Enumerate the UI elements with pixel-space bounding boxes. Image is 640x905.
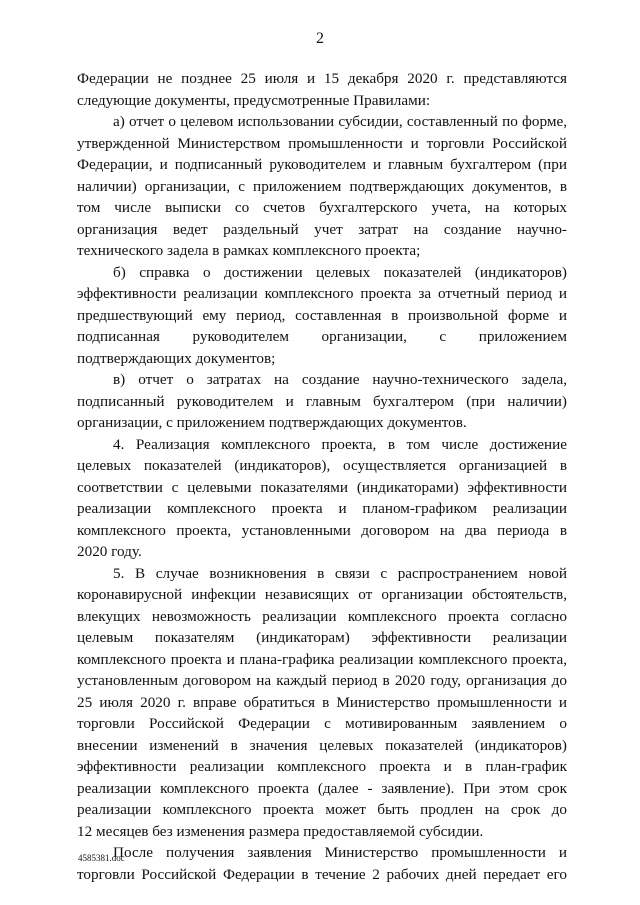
text-line: влекущих невозможность реализации комплексного проекта согласно xyxy=(77,607,567,625)
text-line: подтверждающих документов; xyxy=(77,349,276,367)
text-line: подписанная руководителем организации, с приложением xyxy=(77,328,567,345)
text-line: реализации комплексного проекта и планом-графиком реализации xyxy=(77,500,567,517)
text-line: целевых показателей (индикаторов), осуществляется организацией в xyxy=(77,457,567,474)
text-line: утвержденной Министерством промышленности и торговли Российской xyxy=(77,134,567,152)
text-line: следующие документы, предусмотренные Правилами: xyxy=(77,91,431,109)
text-line: комплексного проекта и плана-графика реализации комплексного проекта, xyxy=(77,650,567,668)
text-line: наличии) организации, с приложением подтверждающих документов, в xyxy=(77,177,567,195)
text-line: внесении изменений в значения целевых показателей (индикаторов) xyxy=(77,736,567,754)
text-line: После получения заявления Министерство промышленности и xyxy=(113,844,567,861)
text-line: Федерации, и подписанный руководителем и главным бухгалтером (при xyxy=(77,156,567,173)
text-line: комплексного проекта, установленными договором на два периода в xyxy=(77,521,567,539)
text-line: 2020 году. xyxy=(77,543,142,560)
text-line: б) справка о достижении целевых показателей (индикаторов) xyxy=(113,263,567,281)
text-line: торговли Российской Федерации в течение 2 рабочих дней передает его xyxy=(77,865,567,883)
text-line: целевым показателям (индикаторам) эффективности реализации xyxy=(77,629,567,646)
text-line: эффективности реализации комплексного проекта и в план-график xyxy=(77,758,567,775)
text-line: коронавирусной инфекции независящих от организации обстоятельств, xyxy=(77,586,567,603)
text-line: организации, с приложением подтверждающих документов. xyxy=(77,414,467,431)
text-line: торговли Российской Федерации с мотивированным заявлением о xyxy=(77,715,567,732)
document-body xyxy=(77,68,567,885)
text-line: 25 июля 2020 г. вправе обратиться в Министерство промышленности и xyxy=(77,693,567,711)
text-line: организация ведет раздельный учет затрат на создание научно- xyxy=(77,220,567,238)
file-reference: 4585381.doc xyxy=(78,853,125,863)
text-line: установленным договором на каждый период в 2020 году, организация до xyxy=(77,672,567,689)
text-line: подписанный руководителем и главным бухгалтером (при наличии) xyxy=(77,392,567,410)
text-line: 5. В случае возникновения в связи с распространением новой xyxy=(113,564,567,582)
text-line: эффективности реализации комплексного проекта за отчетный период и xyxy=(77,285,567,302)
text-line: реализации комплексного проекта может быть продлен на срок до xyxy=(77,801,567,818)
text-line: реализации комплексного проекта (далее - заявление). При этом срок xyxy=(77,779,567,797)
text-line: а) отчет о целевом использовании субсидии, составленный по форме, xyxy=(113,113,567,130)
text-line: том числе выписки со счетов бухгалтерского учета, на которых xyxy=(77,199,567,216)
text-line: технического задела в рамках комплексного проекта; xyxy=(77,242,421,259)
text-line: предшествующий ему период, составленная в произвольной форме и xyxy=(77,306,567,324)
text-line: 4. Реализация комплексного проекта, в том числе достижение xyxy=(113,435,567,453)
page-number: 2 xyxy=(316,30,324,47)
text-line: в) отчет о затратах на создание научно-технического задела, xyxy=(113,371,567,388)
text-line: Федерации не позднее 25 июля и 15 декабря 2020 г. представляются xyxy=(77,70,567,87)
text-line: 12 месяцев без изменения размера предоставляемой субсидии. xyxy=(77,822,484,840)
text-line: соответствии с целевыми показателями (индикаторами) эффективности xyxy=(77,478,567,496)
